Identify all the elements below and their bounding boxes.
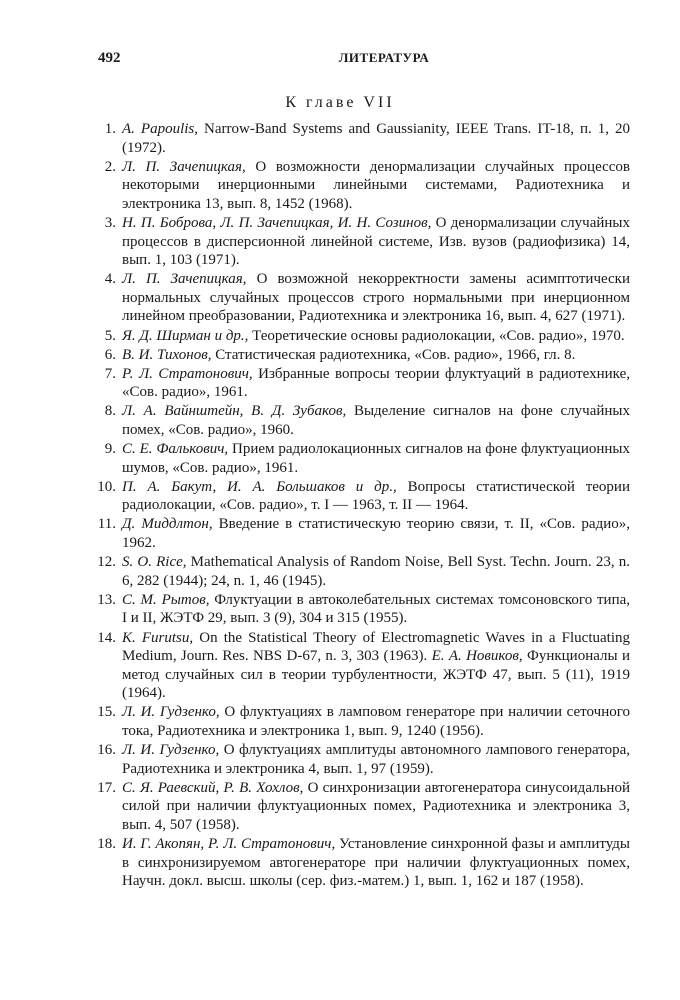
reference-item xyxy=(100,365,630,402)
reference-authors: В. И. Тихонов, xyxy=(122,346,212,363)
reference-item xyxy=(100,327,630,346)
page-number: 492 xyxy=(98,50,121,66)
reference-text: Введение в статистическую теорию связи, т. II, «Сов. радио», 1962. xyxy=(122,516,631,552)
reference-number: 15. xyxy=(97,704,116,721)
reference-authors: Я. Д. Ширман и др., xyxy=(122,327,249,344)
reference-text: Установление синхронной фазы и амплитуды в синхронизируемом автогенераторе при наличии флуктуационных помех, Научн. докл. высш. школы (сер. физ.-матем.) 1, вып. 1, 162 и 187 (1958). xyxy=(122,836,630,890)
reference-authors: Д. Миддлтон, xyxy=(122,516,213,533)
reference-number: 7. xyxy=(104,365,116,382)
reference-authors: K. Furutsu, xyxy=(122,629,194,646)
reference-number: 1. xyxy=(104,121,116,137)
reference-authors-second: Е. А. Новиков, xyxy=(431,648,523,665)
reference-text: О возможной некорректности замены асимптотически нормальных случайных процессов строго нормальными при инерционном линейном преобразовании, Радиотехника и электроника 16, вып. 4, 627 (1971). xyxy=(122,271,630,325)
reference-item xyxy=(100,214,630,270)
reference-item xyxy=(100,270,630,326)
page-header xyxy=(98,50,630,72)
reference-text: Прием радиолокационных сигналов на фоне флуктуационных шумов, «Сов. радио», 1961. xyxy=(122,441,630,476)
reference-item xyxy=(100,158,630,214)
reference-item xyxy=(97,478,630,515)
reference-authors: Л. П. Зачепицкая, xyxy=(122,158,246,175)
reference-number: 18. xyxy=(97,836,116,853)
reference-number: 14. xyxy=(97,629,116,646)
reference-item xyxy=(100,120,630,157)
reference-text: О синхронизации автогенератора синусоидальной силой при наличии флуктуационных помех, Радиотехника и электроника 3, вып. 4, 507 (1958). xyxy=(122,779,630,833)
reference-number: 13. xyxy=(97,591,116,608)
reference-authors: Н. П. Боброва, Л. П. Зачепицкая, И. Н. Созинов, xyxy=(122,214,432,231)
reference-text: О флуктуациях амплитуды автономного лампового генератора, Радиотехника и электроника 4, вып. 1, 97 (1959). xyxy=(122,742,631,777)
reference-text: Статистическая радиотехника, «Сов. радио», 1966, гл. 8. xyxy=(211,346,576,363)
reference-text: Вопросы статистической теории радиолокации, «Сов. радио», т. I — 1963, т. II — 1964. xyxy=(122,478,630,514)
reference-item xyxy=(97,591,631,628)
chapter-title: К главе VII xyxy=(285,94,395,111)
reference-text: Теоретические основы радиолокации, «Сов. радио», 1970. xyxy=(248,327,625,344)
reference-authors: Л. А. Вайнштейн, В. Д. Зубаков, xyxy=(122,403,347,420)
reference-text: Narrow-Band Systems and Gaussianity, IEEE Trans. IT-18, п. 1, 20 (1972). xyxy=(122,121,630,156)
reference-item xyxy=(97,703,631,740)
reference-authors: П. А. Бакут, И. А. Большаков и др., xyxy=(122,478,397,495)
reference-authors: Л. П. Зачепицкая, xyxy=(122,271,247,288)
reference-text: О флуктуациях в ламповом генераторе при наличии сеточного тока, Радиотехника и электроника 1, вып. 9, 1240 (1956). xyxy=(122,704,631,739)
reference-number: 3. xyxy=(104,214,116,231)
reference-number: 9. xyxy=(104,441,116,458)
reference-number: 4. xyxy=(104,271,116,288)
reference-number: 16. xyxy=(97,742,116,759)
reference-authors: С. Е. Фалькович, xyxy=(122,441,229,458)
reference-number: 8. xyxy=(104,403,116,420)
reference-authors: С. Я. Раевский, Р. В. Хохлов, xyxy=(122,779,304,796)
reference-text: On the Statistical Theory of Electromagnetic Waves in a Fluctuating Medium, Journ. Res. NBS D-67, n. 3, 303 (1963). xyxy=(122,629,630,665)
reference-item xyxy=(97,835,630,891)
reference-text: Mathematical Analysis of Random Noise, Bell Syst. Techn. Journ. 23, n. 6, 282 (1944); 24, n. 1, 46 (1945). xyxy=(122,554,630,589)
reference-text: О возможности денормализации случайных процессов некоторыми инерционными линейными системами, Радиотехника и электроника 13, вып. 8, 1452 (1968). xyxy=(122,158,630,212)
reference-authors: S. O. Rice, xyxy=(122,554,187,571)
reference-item xyxy=(97,629,630,703)
reference-item xyxy=(97,553,630,590)
reference-text: О денормализации случайных процессов в дисперсионной линейной системе, Изв. вузов (радиофизика) 14, вып. 1, 103 (1971). xyxy=(122,214,631,269)
reference-item xyxy=(97,515,631,552)
reference-list xyxy=(97,120,631,891)
reference-item xyxy=(100,346,630,365)
reference-authors: Р. Л. Стратонович, xyxy=(122,365,253,382)
reference-text: Флуктуации в автоколебательных системах томсоновского типа, I и II, ЖЭТФ 29, вып. 3 (9), 304 и 315 (1955). xyxy=(122,591,631,627)
reference-number: 17. xyxy=(97,779,116,796)
reference-item xyxy=(97,741,631,778)
reference-item xyxy=(97,779,630,835)
reference-text: Избранные вопросы теории флуктуаций в радиотехнике, «Сов. радио», 1961. xyxy=(122,365,630,401)
reference-item xyxy=(100,402,630,439)
reference-text: Выделение сигналов на фоне случайных помех, «Сов. радио», 1960. xyxy=(122,403,630,438)
reference-number: 11. xyxy=(97,516,116,533)
reference-number: 2. xyxy=(104,158,116,175)
reference-authors: С. М. Рытов, xyxy=(122,591,210,608)
reference-item xyxy=(100,440,630,477)
reference-number: 10. xyxy=(97,478,116,495)
reference-text-second: Функционалы и метод случайных сил в теории турбулентности, ЖЭТФ 47, вып. 5 (11), 1919 (1964). xyxy=(122,648,630,702)
reference-number: 12. xyxy=(97,554,116,571)
reference-authors: A. Papoulis, xyxy=(122,121,199,137)
running-title: ЛИТЕРАТУРА xyxy=(338,50,430,65)
reference-authors: Л. И. Гудзенко, xyxy=(122,704,220,721)
reference-number: 6. xyxy=(104,346,116,363)
reference-authors: И. Г. Акопян, Р. Л. Стратонович, xyxy=(122,836,336,853)
reference-authors: Л. И. Гудзенко, xyxy=(122,742,220,759)
reference-number: 5. xyxy=(104,327,116,344)
